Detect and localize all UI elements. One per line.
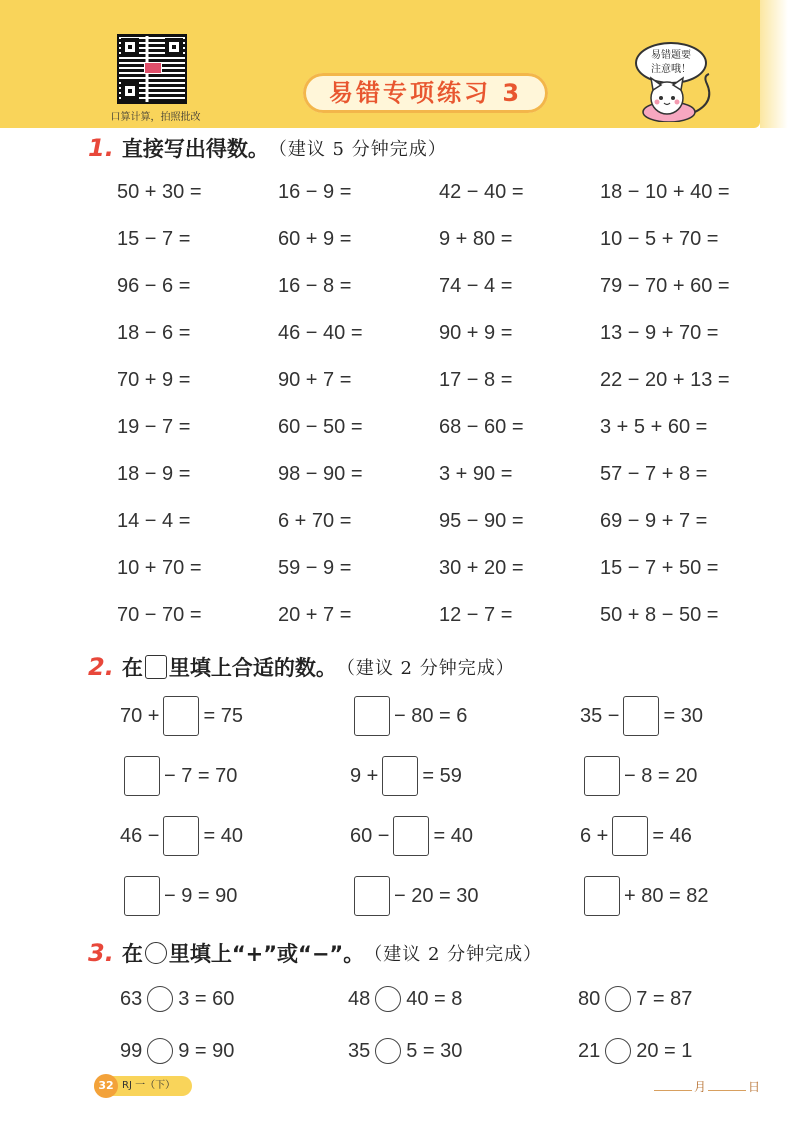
calc-problem: 12 − 7 = <box>439 604 513 626</box>
section-title-post: 里填上合适的数。 <box>168 656 337 680</box>
section-title: 直接写出得数。 <box>121 137 269 161</box>
calc-problem: 15 − 7 = <box>117 228 191 250</box>
fill-problem <box>350 694 580 738</box>
calc-problem: 59 − 9 = <box>278 557 352 579</box>
calc-problem: 14 − 4 = <box>117 510 191 532</box>
section-title-pre: 在 <box>121 656 143 680</box>
problem-left: 70 + <box>120 704 160 727</box>
section-1-heading <box>88 133 447 163</box>
calc-problem: 10 − 5 + 70 = <box>600 228 719 250</box>
answer-box[interactable] <box>612 816 648 856</box>
fill-row <box>120 754 760 798</box>
calc-problem: 42 − 40 = <box>439 181 524 203</box>
answer-box[interactable] <box>354 696 390 736</box>
operator-problem <box>578 982 760 1016</box>
problem-right: − 20 = 30 <box>394 884 479 907</box>
operator-circle[interactable] <box>147 986 173 1012</box>
month-label: 月 <box>694 1080 707 1094</box>
problem-right: 9 = 90 <box>178 1039 235 1062</box>
calc-problem: 6 + 70 = <box>278 510 352 532</box>
calculation-grid <box>117 175 757 645</box>
operator-problem <box>120 982 348 1016</box>
calc-problem: 10 + 70 = <box>117 557 202 579</box>
problem-right: 3 = 60 <box>178 987 235 1010</box>
problem-right: = 46 <box>652 824 692 847</box>
operator-problem <box>348 1034 578 1068</box>
day-label: 日 <box>748 1080 761 1094</box>
calc-problem: 18 − 9 = <box>117 463 191 485</box>
calc-problem: 57 − 7 + 8 = <box>600 463 708 485</box>
calc-problem: 17 − 8 = <box>439 369 513 391</box>
answer-box[interactable] <box>584 876 620 916</box>
calc-problem: 19 − 7 = <box>117 416 191 438</box>
fill-problem <box>580 874 760 918</box>
problem-right: − 7 = 70 <box>164 764 238 787</box>
fill-problem <box>120 754 350 798</box>
section-hint: （建议 5 分钟完成） <box>268 139 447 160</box>
problem-left: 35 − <box>580 704 620 727</box>
calc-problem: 98 − 90 = <box>278 463 363 485</box>
problem-right: − 9 = 90 <box>164 884 238 907</box>
calc-problem: 3 + 90 = <box>439 463 513 485</box>
answer-box[interactable] <box>124 756 160 796</box>
problem-left: 80 <box>578 987 601 1010</box>
answer-box[interactable] <box>163 816 199 856</box>
edition-tag: RJ 一（下） <box>94 1076 192 1096</box>
page-number: 32 <box>94 1074 118 1098</box>
calc-problem: 18 − 6 = <box>117 322 191 344</box>
calc-problem: 95 − 90 = <box>439 510 524 532</box>
calc-problem: 13 − 9 + 70 = <box>600 322 719 344</box>
section-number: 3. <box>88 939 114 967</box>
calc-problem: 9 + 80 = <box>439 228 513 250</box>
date-line <box>652 1078 760 1095</box>
cat-mascot-icon <box>637 72 717 122</box>
problem-right: = 40 <box>433 824 473 847</box>
calc-problem: 69 − 9 + 7 = <box>600 510 708 532</box>
operator-problem <box>578 1034 760 1068</box>
answer-circle-icon <box>145 942 167 964</box>
calc-problem: 60 + 9 = <box>278 228 352 250</box>
operator-circle[interactable] <box>147 1038 173 1064</box>
operator-problem <box>348 982 578 1016</box>
calc-problem: 50 + 30 = <box>117 181 202 203</box>
bubble-line: 注意哦！ <box>651 64 691 75</box>
calc-problem: 15 − 7 + 50 = <box>600 557 719 579</box>
problem-left: 21 <box>578 1039 601 1062</box>
section-title-pre: 在 <box>121 942 143 966</box>
problem-right: 5 = 30 <box>406 1039 463 1062</box>
calc-problem: 90 + 7 = <box>278 369 352 391</box>
qr-code-icon[interactable] <box>117 34 187 104</box>
section-2-heading <box>88 652 515 682</box>
operator-row <box>120 1034 760 1068</box>
fill-row <box>120 694 760 738</box>
calc-problem: 30 + 20 = <box>439 557 524 579</box>
calc-problem: 60 − 50 = <box>278 416 363 438</box>
fill-problem <box>120 814 350 858</box>
fill-problem <box>350 814 580 858</box>
problem-right: = 59 <box>422 764 462 787</box>
bubble-line: 易错题要 <box>651 50 691 61</box>
calc-problem: 46 − 40 = <box>278 322 363 344</box>
fill-problem <box>350 874 580 918</box>
calc-problem: 68 − 60 = <box>439 416 524 438</box>
answer-box[interactable] <box>163 696 199 736</box>
section-number: 1. <box>88 134 114 162</box>
fill-problem <box>350 754 580 798</box>
calc-problem: 3 + 5 + 60 = <box>600 416 708 438</box>
section-hint: （建议 2 分钟完成） <box>336 658 515 679</box>
problem-right: 40 = 8 <box>406 987 463 1010</box>
problem-left: 6 + <box>580 824 609 847</box>
problem-right: = 30 <box>663 704 703 727</box>
calc-problem: 96 − 6 = <box>117 275 191 297</box>
problem-right: + 80 = 82 <box>624 884 709 907</box>
calc-problem: 70 + 9 = <box>117 369 191 391</box>
answer-box[interactable] <box>124 876 160 916</box>
section-title-post: 里填上“+”或“−”。 <box>168 942 365 966</box>
fill-row <box>120 814 760 858</box>
problem-right: = 75 <box>203 704 243 727</box>
calc-problem: 50 + 8 − 50 = <box>600 604 719 626</box>
fill-problem <box>580 814 760 858</box>
answer-box[interactable] <box>584 756 620 796</box>
problem-left: 46 − <box>120 824 160 847</box>
answer-box[interactable] <box>623 696 659 736</box>
fill-problem <box>580 754 760 798</box>
problem-left: 35 <box>348 1039 371 1062</box>
calc-problem: 16 − 9 = <box>278 181 352 203</box>
calc-problem: 79 − 70 + 60 = <box>600 275 730 297</box>
operator-circle[interactable] <box>605 1038 631 1064</box>
problem-left: 48 <box>348 987 371 1010</box>
fill-problem <box>580 694 760 738</box>
answer-box[interactable] <box>354 876 390 916</box>
section-number: 2. <box>88 653 114 681</box>
operator-circle[interactable] <box>375 1038 401 1064</box>
problem-right: = 40 <box>203 824 243 847</box>
calc-problem: 16 − 8 = <box>278 275 352 297</box>
operator-problem <box>120 1034 348 1068</box>
answer-box-icon <box>145 655 167 679</box>
operator-circle[interactable] <box>375 986 401 1012</box>
section-3-heading <box>88 938 542 968</box>
operator-circle[interactable] <box>605 986 631 1012</box>
operator-row <box>120 982 760 1016</box>
answer-box[interactable] <box>393 816 429 856</box>
problem-left: 9 + <box>350 764 379 787</box>
problem-left: 63 <box>120 987 143 1010</box>
problem-right: 20 = 1 <box>636 1039 693 1062</box>
fill-problem <box>120 694 350 738</box>
calc-problem: 90 + 9 = <box>439 322 513 344</box>
calc-problem: 74 − 4 = <box>439 275 513 297</box>
qr-caption: 口算计算，拍照批改 <box>110 112 201 123</box>
page-title: 易错专项练习 3 <box>303 73 548 113</box>
calc-problem: 22 − 20 + 13 = <box>600 369 730 391</box>
calc-problem: 18 − 10 + 40 = <box>600 181 730 203</box>
fill-problem <box>120 874 350 918</box>
problem-left: 60 − <box>350 824 390 847</box>
problem-right: 7 = 87 <box>636 987 693 1010</box>
header-edge <box>760 0 800 128</box>
problem-right: − 80 = 6 <box>394 704 468 727</box>
problem-right: − 8 = 20 <box>624 764 698 787</box>
fill-row <box>120 874 760 918</box>
section-hint: （建议 2 分钟完成） <box>364 944 543 965</box>
problem-left: 99 <box>120 1039 143 1062</box>
calc-problem: 20 + 7 = <box>278 604 352 626</box>
calc-problem: 70 − 70 = <box>117 604 202 626</box>
answer-box[interactable] <box>382 756 418 796</box>
